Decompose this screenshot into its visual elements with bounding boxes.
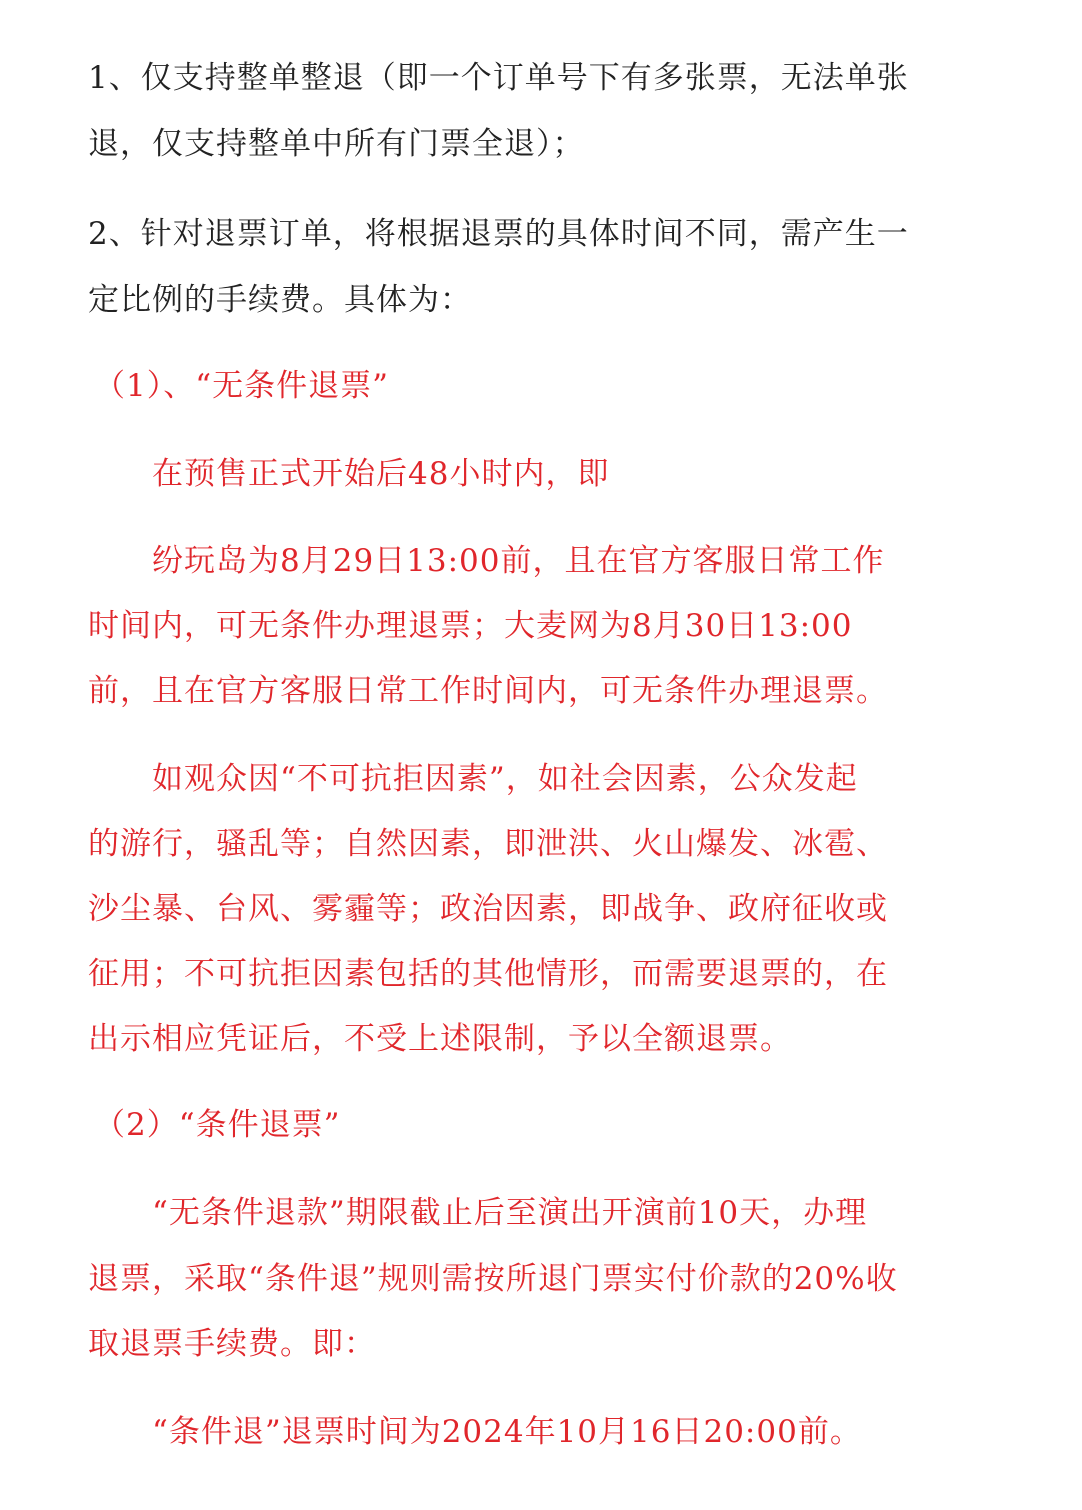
section-1-para-2-line-2: 的游行，骚乱等；自然因素，即泄洪、火山爆发、冰雹、 — [88, 826, 888, 862]
section-1-para-1-line-2: 时间内，可无条件办理退票；大麦网为8月30日13:00 — [88, 608, 853, 644]
section-2-para-1-line-3: 取退票手续费。即： — [88, 1326, 376, 1362]
section-1-para-2-line-5: 出示相应凭证后，不受上述限制，予以全额退票。 — [88, 1021, 792, 1057]
rule-1-line-2: 退，仅支持整单中所有门票全退）； — [88, 126, 585, 162]
section-2-heading: （2）“条件退票” — [94, 1107, 341, 1143]
rule-2-line-2: 定比例的手续费。具体为： — [88, 282, 472, 318]
rule-1-line-1: 1、仅支持整单整退（即一个订单号下有多张票，无法单张 — [88, 60, 909, 96]
rule-2-line-1: 2、针对退票订单，将根据退票的具体时间不同，需产生一 — [88, 216, 909, 252]
section-1-para-2-line-3: 沙尘暴、台风、雾霾等；政治因素，即战争、政府征收或 — [88, 891, 888, 927]
section-2-para-1-line-1: “无条件退款”期限截止后至演出开演前10天，办理 — [152, 1195, 868, 1231]
section-1-para-1-line-3: 前，且在官方客服日常工作时间内，可无条件办理退票。 — [88, 673, 888, 709]
section-2-para-1-line-2: 退票，采取“条件退”规则需按所退门票实付价款的20%收 — [88, 1261, 898, 1297]
section-1-para-2-line-4: 征用；不可抗拒因素包括的其他情形，而需要退票的，在 — [88, 956, 888, 992]
section-2-deadline: “条件退”退票时间为2024年10月16日20:00前。 — [152, 1414, 862, 1450]
section-1-heading: （1）、“无条件退票” — [94, 368, 389, 404]
section-1-para-2-line-1: 如观众因“不可抗拒因素”，如社会因素，公众发起 — [152, 761, 858, 797]
section-1-para-1-line-1: 纷玩岛为8月29日13:00前，且在官方客服日常工作 — [152, 543, 885, 579]
section-1-intro: 在预售正式开始后48小时内，即 — [152, 456, 610, 492]
